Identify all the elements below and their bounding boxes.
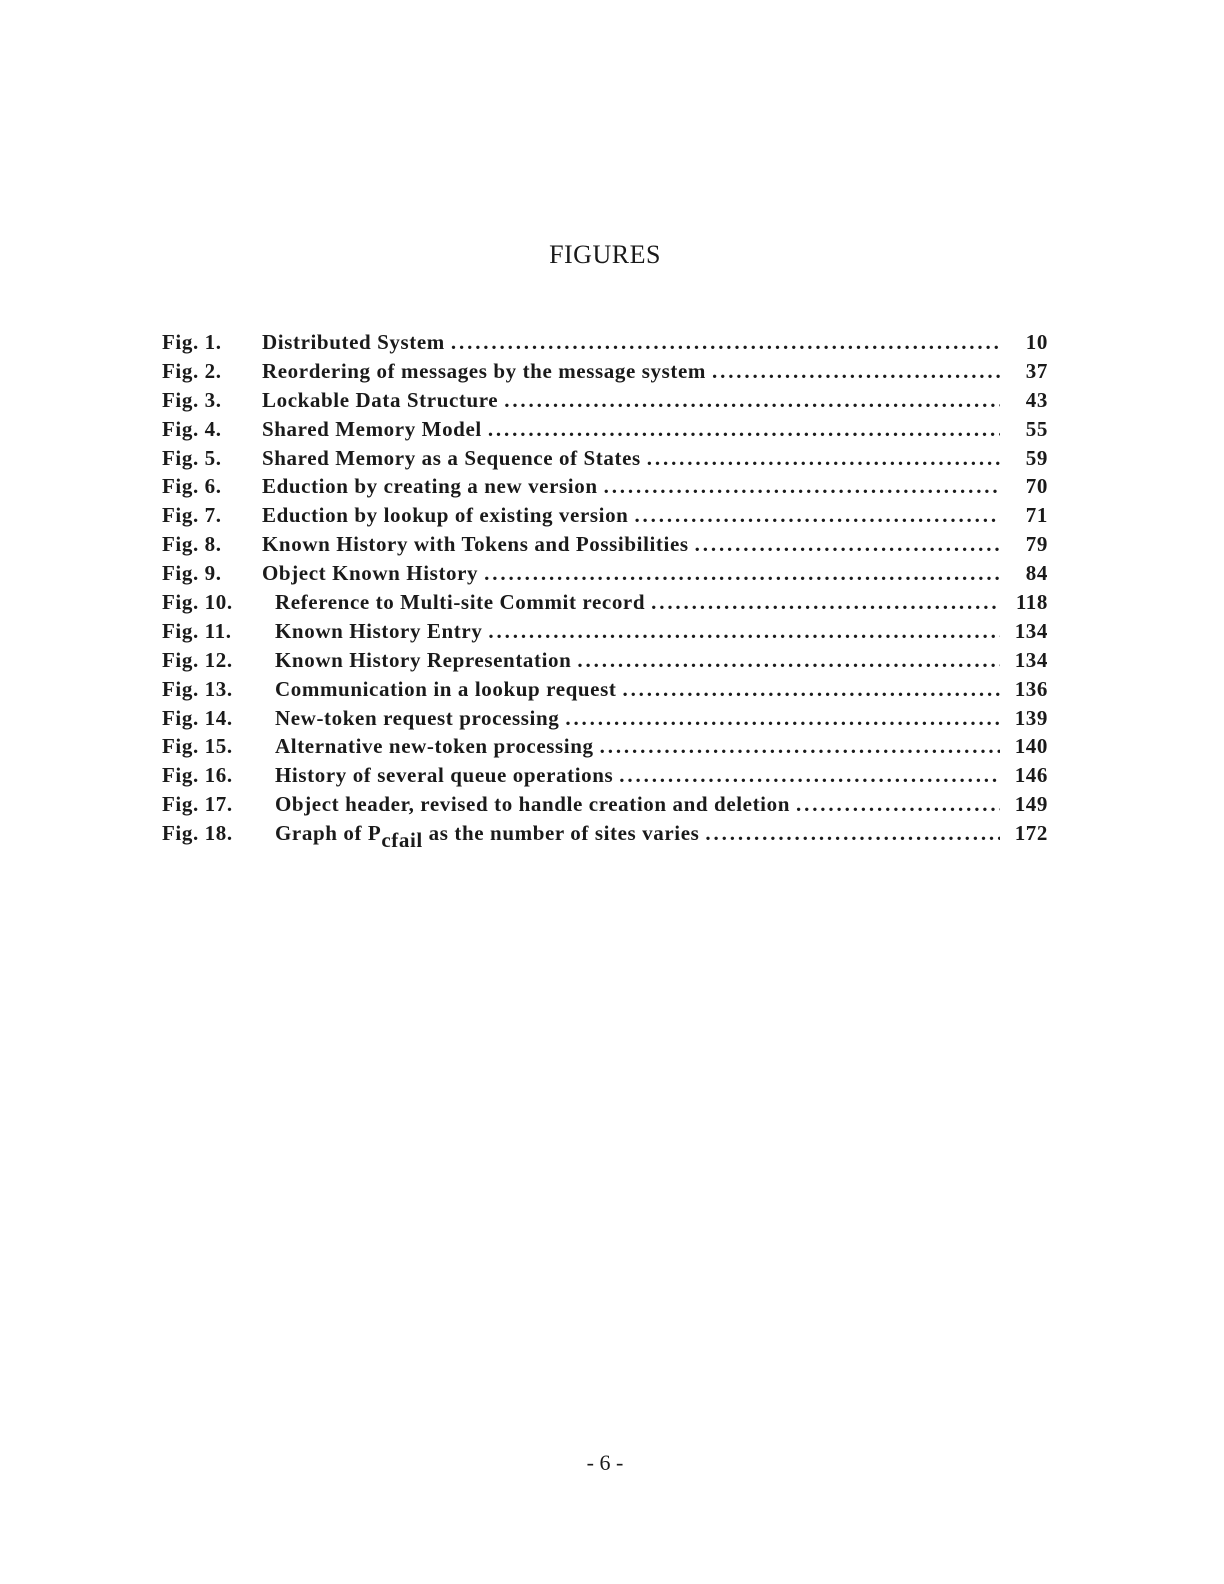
page-title: FIGURES [549,240,661,269]
figure-entry [162,388,1048,417]
figure-number: Fig. 2. [162,358,222,383]
figure-title: Reference to Multi-site Commit record [275,590,646,615]
figure-title: Alternative new-token processing [275,734,594,759]
dot-leader [695,532,1000,557]
figure-page: 118 [1015,590,1048,615]
dot-leader [634,503,1000,528]
dot-leader [577,648,1000,673]
figure-entry [162,648,1048,677]
figure-title: History of several queue operations [275,763,614,788]
figure-number: Fig. 8. [162,532,222,557]
figure-page: 172 [1014,821,1048,846]
figure-title: Known History Representation [275,647,572,672]
figure-page: 134 [1014,618,1048,643]
figure-page: 139 [1014,705,1048,730]
figure-entry [162,821,1048,853]
figure-title: Known History Entry [275,618,483,643]
figure-number: Fig. 15. [162,734,233,759]
figure-page: 10 [1025,330,1048,354]
figure-page: 70 [1025,474,1048,499]
figure-entry [162,619,1048,648]
figure-page: 134 [1014,647,1048,672]
figure-entry [162,590,1048,619]
figure-entry [162,417,1048,446]
figure-number: Fig. 9. [162,561,222,586]
figure-title [275,821,705,853]
dot-leader [604,474,1000,499]
figure-page: 37 [1025,358,1048,383]
figure-list [162,330,1048,853]
figure-title: Shared Memory as a Sequence of States [262,445,641,470]
dot-leader [796,792,1000,817]
figure-number: Fig. 10. [162,590,233,615]
dot-leader [504,388,1000,413]
figure-entry [162,561,1048,590]
figure-title: Eduction by creating a new version [262,474,598,499]
figure-entry [162,532,1048,561]
dot-leader [619,763,1000,788]
figure-number: Fig. 5. [162,445,222,470]
figure-title-suffix: as the number of sites varies [422,821,700,846]
figure-number: Fig. 12. [162,647,233,672]
page-number: - 6 - [586,1450,624,1475]
figure-title: Object Known History [262,561,479,586]
dot-leader [651,590,1000,615]
figure-entry [162,734,1048,763]
figure-entry [162,359,1048,388]
figure-page: 146 [1014,763,1048,788]
dot-leader [488,417,1000,442]
dot-leader [484,561,1000,586]
figure-number: Fig. 4. [162,416,222,441]
figure-number: Fig. 16. [162,763,233,788]
figure-entry [162,330,1048,359]
figure-title-subscript: cfail [381,828,423,853]
figure-title: New-token request processing [275,705,560,730]
figure-title: Shared Memory Model [262,416,482,441]
figure-page: 43 [1025,387,1048,412]
figure-title-prefix: Graph of P [275,821,382,846]
figure-title: Lockable Data Structure [262,387,499,412]
figure-entry [162,677,1048,706]
figure-entry [162,792,1048,821]
figure-page: 79 [1025,532,1048,557]
figure-entry [162,474,1048,503]
figure-page: 71 [1025,503,1048,528]
figure-title: Object header, revised to handle creation and deletion [275,792,790,817]
dot-leader [488,619,1000,644]
figure-number: Fig. 11. [162,618,232,643]
figure-title: Eduction by lookup of existing version [262,503,629,528]
figure-number: Fig. 17. [162,792,233,817]
figure-number: Fig. 3. [162,387,222,412]
figure-page: 149 [1014,792,1048,817]
figure-entry [162,446,1048,475]
figure-page: 59 [1025,445,1048,470]
dot-leader [565,706,1000,731]
figure-number: Fig. 14. [162,705,233,730]
figure-page: 140 [1014,734,1048,759]
figure-number: Fig. 13. [162,676,233,701]
figure-page: 55 [1025,416,1048,441]
dot-leader [451,330,1000,355]
figure-entry [162,763,1048,792]
figure-page: 136 [1014,676,1048,701]
figure-entry [162,503,1048,532]
figure-number: Fig. 7. [162,503,222,528]
dot-leader [712,359,1000,384]
dot-leader [705,821,1000,846]
dot-leader [647,446,1000,471]
figure-entry [162,706,1048,735]
figure-title: Communication in a lookup request [275,676,617,701]
figure-title: Known History with Tokens and Possibilities [262,532,689,557]
dot-leader [622,677,1000,702]
figure-number: Fig. 1. [162,330,222,354]
figure-number: Fig. 18. [162,821,233,846]
dot-leader [600,734,1000,759]
figure-title: Reordering of messages by the message system [262,358,706,383]
figure-title: Distributed System [262,330,445,354]
figure-number: Fig. 6. [162,474,222,499]
figure-page: 84 [1025,561,1048,586]
